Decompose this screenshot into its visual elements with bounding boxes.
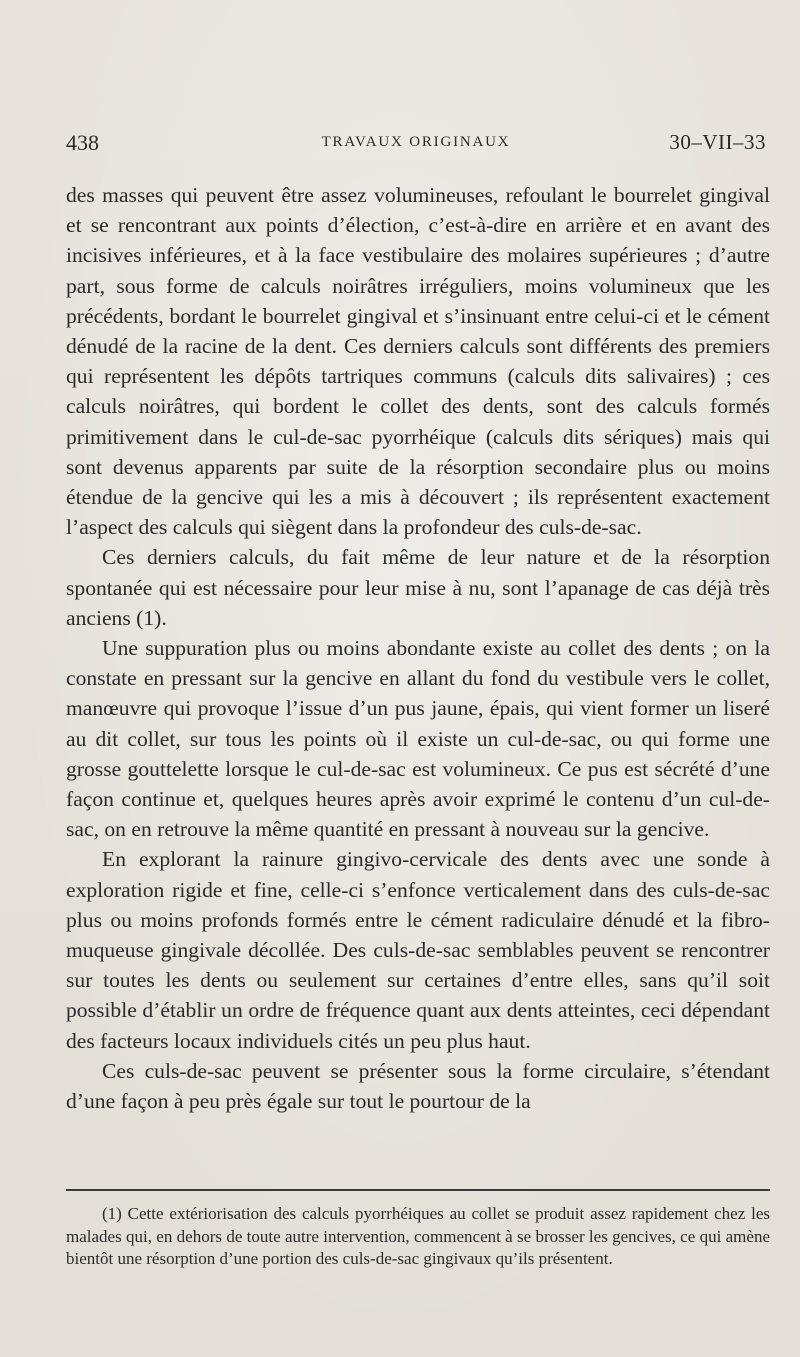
paragraph: des masses qui peuvent être assez volumineuses, refoulant le bourrelet gingival et se rencontrant aux points d’élection, c’est-à-dire en arrière et en avant des incisives inférieures, et à la face vestibulaire des molaires supérieures ; d’autre part, sous forme de calculs noirâtres irréguliers, moins volumineux que les précédents, bordant le bourrelet gingival et s’insinuant entre celui-ci et le cément dénudé de la racine de la dent. Ces derniers calculs sont différents des premiers qui représentent les dépôts tartriques communs (calculs dits salivaires) ; ces calculs noirâtres, qui bordent le collet des dents, sont des calculs formés primitivement dans le cul-de-sac pyorrhéique (calculs dits sériques) mais qui sont devenus apparents par suite de la résorption secondaire plus ou moins étendue de la gencive qui les a mis à découvert ; ils représentent exactement l’aspect des calculs qui siègent dans la profondeur des culs-de-sac. [66,183,770,540]
running-title: TRAVAUX ORIGINAUX [321,134,511,150]
main-text [66,180,770,1116]
footnote [66,1203,770,1271]
page-number: 438 [66,130,99,155]
paragraph: Ces derniers calculs, du fait même de leur nature et de la résorption spontanée qui est nécessaire pour leur mise à nu, sont l’apanage de cas déjà très anciens (1). [66,545,770,630]
footnote-divider [66,1189,770,1191]
running-header [66,130,766,160]
paragraph: Une suppuration plus ou moins abondante existe au collet des dents ; on la constate en pressant sur la gencive en allant du fond du vestibule vers le collet, manœuvre qui provoque l’issue d’un pus jaune, épais, qui vient former un liseré au dit collet, sur tous les points où il existe un cul-de-sac, ou qui forme une grosse gouttelette lorsque le cul-de-sac est volumineux. Ce pus est sécrété d’une façon continue et, quelques heures après avoir exprimé le contenu d’un cul-de-sac, on en retrouve la même quantité en pressant à nouveau sur la gencive. [66,636,770,842]
header-date: 30–VII–33 [669,130,766,154]
paragraph: Ces culs-de-sac peuvent se présenter sous la forme circulaire, s’étendant d’une façon à peu près égale sur tout le pourtour de la [66,1058,770,1114]
footnote-text: (1) Cette extériorisation des calculs pyorrhéiques au collet se produit assez rapidement chez les malades qui, en dehors de toute autre intervention, commencent à se brosser les gencives, ce qui amène bientôt une résorption d’une portion des culs-de-sac gingivaux qu’ils présentent. [66,1204,770,1269]
paragraph: En explorant la rainure gingivo-cervicale des dents avec une sonde à exploration rigide et fine, celle-ci s’enfonce verticalement dans des culs-de-sac plus ou moins profonds formés entre le cément radiculaire dénudé et la fibro-muqueuse gingivale décollée. Des culs-de-sac semblables peuvent se rencontrer sur toutes les dents ou seulement sur certaines d’entre elles, sans qu’il soit possible d’établir un ordre de fréquence quant aux dents atteintes, ceci dépendant des facteurs locaux individuels cités un peu plus haut. [66,847,770,1053]
